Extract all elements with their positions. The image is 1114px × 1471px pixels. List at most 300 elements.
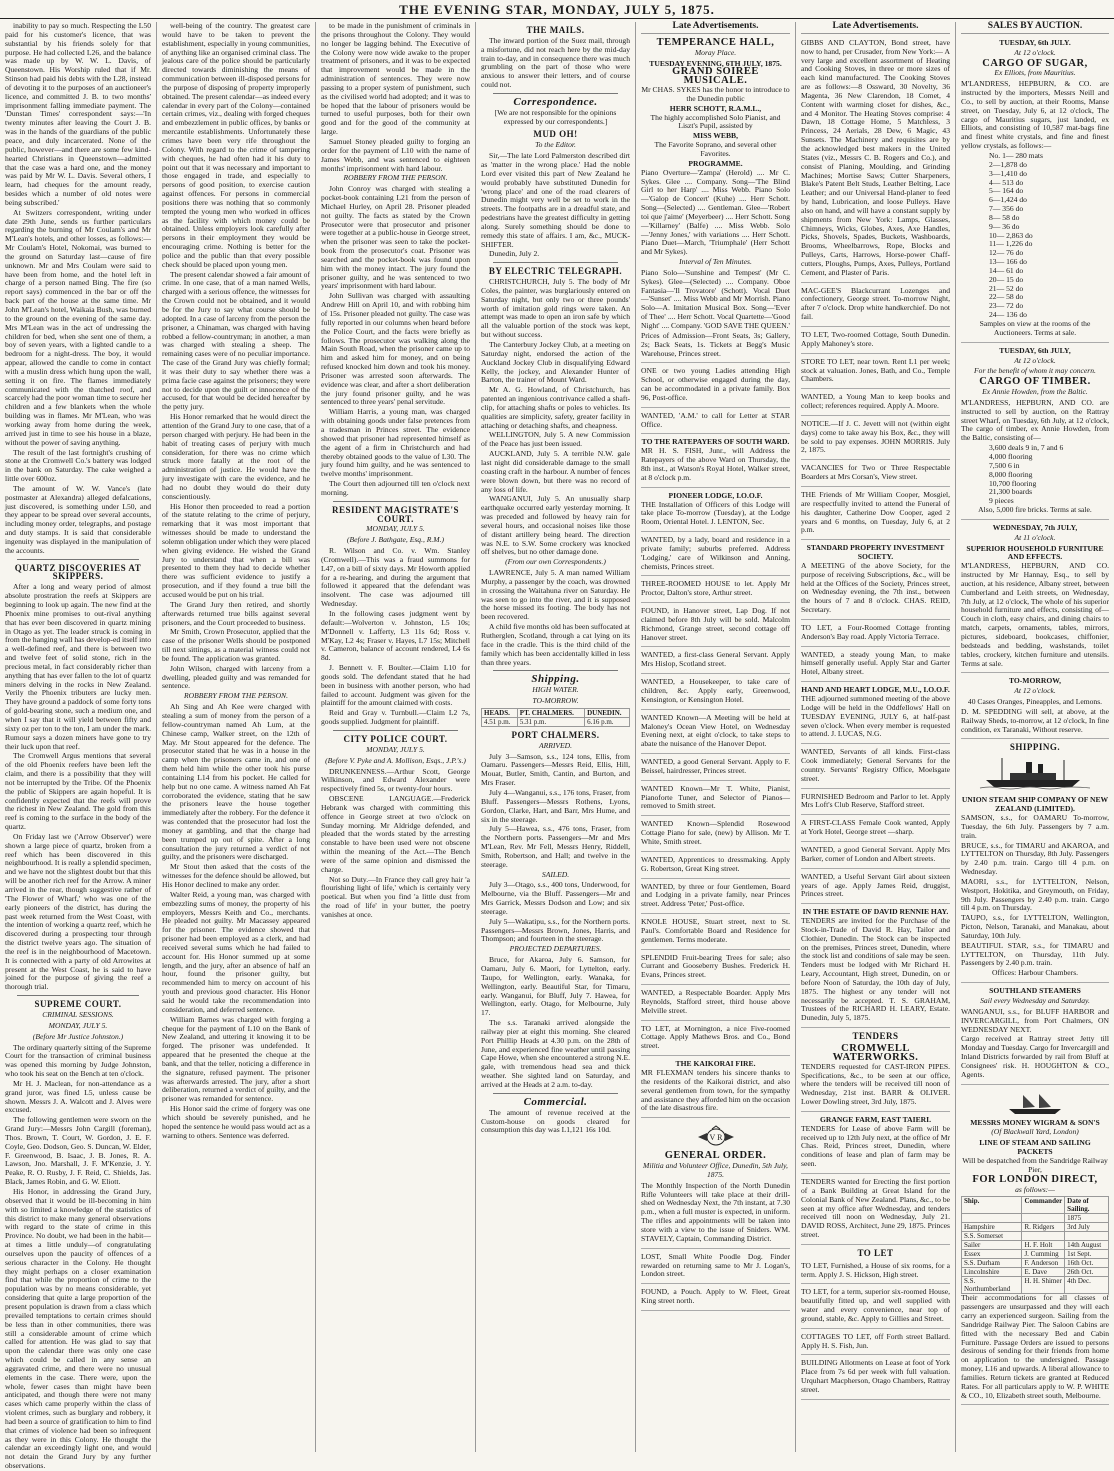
table-cell <box>1022 1232 1065 1241</box>
divider <box>493 262 618 263</box>
divider <box>17 995 139 996</box>
ad-heading: TEMPERANCE HALL, <box>656 36 775 48</box>
ad-text: THE adjourned summoned meeting of the above Lodge will be held in the Oddfellows' Hall on TUESDAY EVENING, JULY 6, at half-past seven o'clock. When every member is requested to attend. J. LUCAS, N.G. <box>801 694 950 739</box>
article-paragraph: Sir,—The late Lord Palmerston described dirt as 'matter in the wrong place.' Had the noble Lord ever visited this part of New Zealand he would probably have substituted Dunedin for 'wrong place' and one of the road clearers of Dunedin might very well be set to work in the streets. The footpaths are in a dreadful state, and pedestrians have the greatest difficulty in getting along. Surely something should be done to remedy this state of affairs. I am, &c., MUCK-SHIFTER. <box>481 151 630 249</box>
shipping-subheading: as follows:— <box>1015 1184 1055 1194</box>
column-heading: SALES BY AUCTION. <box>961 22 1109 34</box>
ad-text: THREE-ROOMED HOUSE to let. Apply Mr Proctor, Dalton's store, Arthur street. <box>641 579 790 598</box>
ad-text: COTTAGES TO LET, off Forth street Ballard. Apply H. S. Fish, Jun. <box>801 1331 950 1350</box>
table-header: HEADS. <box>482 708 518 717</box>
lot-item: 10— 2,863 do <box>989 230 1033 240</box>
subheading: (From our own Correspondents.) <box>505 557 606 567</box>
ad-programme-heading: PROGRAMME. <box>688 158 743 168</box>
ad-text: The Favorite Soprano, and several other Favorites. <box>654 140 777 158</box>
article-paragraph: to be made in the punishment of criminals in the prisons throughout the Colony. They would no longer be lagging behind. The Executive of the Colony were now wide awake to the proper treatment of prisoners, and it was to be expected that improvement would be made in the administration of sentences. They were now passing to a proper system of punishment, such as the civilised world had adopted; and it was to be hoped that the labour of prisoners would be turned to useful purposes, both for their own good and for the good of the community at large. <box>321 21 470 137</box>
article-paragraph: Mr Smith, Crown Prosecutor, applied that the case of the prisoner Wells should be postponed till next sittings, as a material witness could not be found. The application was granted. <box>162 627 310 663</box>
lot-item: 8,000 flooring <box>989 469 1033 479</box>
shipping-text: Cargo received at Rattray street Jetty till Monday and Tuesday. Cargo for Invercargill and Inland Districts forwarded by rail from Bluff at Consignees' risk. H. HOUGHTON & CO., Agents. <box>961 1034 1109 1079</box>
ad-text: LOST, Small White Poodle Dog. Finder rewarded on returning same to Mr J. Logan's, London street. <box>641 1251 790 1279</box>
shipping-subheading: Sail every Wednesday and Saturday. <box>980 996 1090 1005</box>
ad-text: THE Friends of Mr William Cooper, Mosgiel, are respectfully invited to attend the Funeral of his daughter, Catherine Dow Cooper, aged 2 years and 6 months, on Tuesday, July 6, at 2 p.m. <box>801 489 950 535</box>
auction-notice <box>961 522 1109 674</box>
article-paragraph: The result of the last fortnight's crushing of stone at the Cromwell Co.'s battery was lodged in the bank on Saturday. The cake weighed a little over 600oz. <box>5 447 151 484</box>
sailing-ship-icon <box>1005 1093 1065 1115</box>
ad-text: MAC-GEE'S Blackcurrant Lozenges and confectionery, George street. To-morrow Night, after 7 o'clock. Drop white handkerchief. Do not fail. <box>801 285 950 322</box>
shipping-notice <box>961 985 1109 1084</box>
section-heading: TO LET <box>857 1247 894 1258</box>
auction-time: At 11 o'clock. <box>1014 532 1056 542</box>
article-paragraph: In the following cases judgment went by default:—Wolverton v. Johnston, L5 10s; M'Donnell v. Lafferty, L3 11s 6d; Ross v. M'Kay, L2 4s; Fraser v. Hayes, L7 15s; Mitchell v. Cameron, balance of account rendered, L4 6s 8d. <box>321 609 470 663</box>
article-paragraph: July 3—Samson, s.s., 124 tons, Ellis, from Oamaru. Passengers—Messrs Reid, Ellis, Hill, Mouat, Butler, Smith, Cantin, and Burton, and Mrs Fraser. <box>481 751 630 788</box>
column-4 <box>476 22 636 1452</box>
section-heading: SUPREME COURT. <box>34 999 122 1010</box>
article-paragraph: John Wilson, charged with larceny from a dwelling, pleaded guilty and was remanded for sentence. <box>162 663 310 691</box>
auction-heading: CARGO OF SUGAR, <box>982 57 1088 69</box>
section-heading: Correspondence. <box>513 95 598 108</box>
table-row <box>962 1232 1109 1241</box>
subheading: HIGH WATER. <box>532 685 579 695</box>
advertisement <box>801 285 950 327</box>
lot-list <box>961 444 1109 506</box>
auction-text: 40 Cases Oranges, Pineapples, and Lemons. <box>967 697 1103 707</box>
ad-text: THE Installation of Officers of this Lodge will take place To-morrow (Tuesday), at the Lodge Room, Oriental Hotel. J. LENTON, Sec. <box>641 499 790 527</box>
ad-heading: STANDARD PROPERTY INVESTMENT SOCIETY. <box>806 543 945 562</box>
ad-text: WANTED, 'A.M.' to call for Letter at STAR Office. <box>641 410 790 429</box>
auction-time: At 12 o'clock. <box>1014 686 1056 696</box>
advertisement <box>801 791 950 816</box>
ad-text: FOUND, in Hanover street, Lap Dog. If not claimed before 8th July will be sold. Malcolm Richmond, Grange street, second cottage off Hanover street. <box>641 606 790 642</box>
table-cell: H. H. Shimer <box>1022 1277 1065 1294</box>
lot-item: 20— 15 do <box>989 274 1024 284</box>
article-paragraph: John Conroy was charged with stealing a pocket-book containing L21 from the person of Michael Hurley, on April 28. Prisoner pleaded not guilty. The facts as stated by the Crown Prosecutor were that prosecutor and prisoner were together at a public-house in George street, when the prisoner was seen to take the pocket-book from the prosecutor's coat. Prisoner was searched and the pocket-book was found upon him with the money intact. The jury found the prisoner guilty, and he was sentenced to two years' imprisonment with hard labour. <box>321 184 470 291</box>
advertisement <box>641 365 790 407</box>
ad-text: TO LET, a Four-Roomed Cottage fronting Anderson's Bay road. Apply Victoria Terrace. <box>801 622 950 641</box>
ad-text: STORE TO LET, near town. Rent L1 per week; stock at valuation. Jones, Bath, and Co., Temple Chambers. <box>801 356 950 384</box>
advertisement <box>641 534 790 576</box>
table-cell: H. F. Holt <box>1022 1241 1065 1250</box>
table-row <box>962 1268 1109 1277</box>
ad-performer: HERR SCHOTT, R.A.M.L., <box>669 103 762 113</box>
lot-item: 7,500 6 in <box>989 460 1020 470</box>
table-row <box>962 1223 1109 1232</box>
ad-text: WANTED, a steady young Man, to make himself generally useful. Apply Star and Garter Hotel, Albany street. <box>801 649 950 677</box>
table-cell <box>962 1214 1022 1223</box>
advertisement <box>641 854 790 879</box>
auction-note: Also, 5,000 fire bricks. Terms at sale. <box>978 505 1092 515</box>
table-cell: 26th Oct. <box>1065 1268 1109 1277</box>
auction-note: Samples on view at the rooms of the Auctioneers. Terms at sale. <box>979 319 1091 337</box>
article-paragraph: Samuel Stoney pleaded guilty to forging an order for the payment of L10 with the name of James Webb, and was sentenced to eighteen months' imprisonment with hard labour. <box>321 136 470 173</box>
lot-item: 14— 61 do <box>989 265 1024 275</box>
advertisement <box>641 490 790 532</box>
table-row <box>482 717 630 726</box>
shipping-notice <box>961 794 1109 983</box>
auction-subheading: Ex Annie Howden, from the Baltic. <box>982 387 1088 397</box>
lot-item: 3,600 deals 9 in, 7 and 6 <box>989 443 1064 453</box>
ad-text: Prices of Admission—Front Seats, 3s; Gallery, 2s; Back Seats, 1s. Tickets at Begg's Music Warehouse, Princes street. <box>641 330 790 358</box>
article-paragraph: WELLINGTON, July 5. A new Commission of the Peace has just been issued. <box>481 430 630 449</box>
ad-text: TENDERS for Lease of above Farm will be received up to 12th July next, at the office of Mr Chas. Reid, Princes street, Dunedin, where conditions of lease and plan of farm may be seen. <box>801 1123 950 1169</box>
section-heading: THE MAILS. <box>526 25 585 35</box>
advertisement <box>641 410 790 435</box>
article-paragraph: Walter Reid, a young man, was charged with embezzling sums of money, the property of his employers, Messrs Keith and Co., merchants. He pleaded not guilty. Mr Macassey appeared for the prisoner. The evidence showed that prisoner had been employed as a clerk, and had received several sums which he had failed to account for. His Honor summed up at some length, and the jury, after an absence of half an hour, found the prisoner guilty, but recommended him to mercy on account of his youth and previous good character. His Honor said he would take the recommendation into consideration, and deferred sentence. <box>162 889 310 1014</box>
ad-text: The Monthly Inspection of the North Dunedin Rifle Volunteers will take place at their drill-shed on Wednesday Next, the 7th instant, at 7.30 p.m., when a full muster is expected, in uniform. The rifles and appointments will be taken into store with a view to the issue of Sniders. WM. STAVELY, Captain, Commanding District. <box>641 1180 790 1243</box>
table-header: DUNEDIN. <box>585 708 630 717</box>
ad-text: WANTED Known—A Meeting will be held at Maloney's Ocean View Hotel, on Wednesday Evening next, at eight o'clock, to take steps to abate the nuisance of the Hanover Depot. <box>641 712 790 749</box>
table-row <box>962 1259 1109 1268</box>
table-header: Commander <box>1022 1197 1065 1214</box>
ad-text: MR FLEXMAN tenders his sincere thanks to the residents of the Kaikorai district, and also several gentlemen from town, for the sympathy and assistance they afforded him on the occasion of the late disastrous fire. <box>641 1068 790 1113</box>
auction-heading: CARGO OF TIMBER. <box>979 376 1091 388</box>
lot-item: 6—1,424 do <box>989 195 1027 205</box>
lot-item: 3—1,410 do <box>989 168 1027 178</box>
divider <box>333 730 458 731</box>
article-paragraph: A child five months old has been suffocated at Rutherglen, Scotland, through a cat lying on its face in the cradle. This is the third child of the family which has been accidentally killed in less than three years. <box>481 622 630 667</box>
auction-notice <box>961 675 1109 739</box>
advertisement <box>801 844 950 869</box>
advertisement <box>641 881 790 915</box>
article-paragraph: On Friday last we ('Arrow Observer') were shown a large piece of quartz, broken from a reef which has been discovered in this neighbourhood. It is really a splendid specimen, and we have not the slightest doubt but that this will be another rich reef for the Arrow. A miner arrived in the rear, though suggestive rather of 'The Flower of Wharf,' who was one of the early pioneers of the district, has during the past week returned from the West Coast, with the intention of working a quartz reef, which he discovered during a prospecting tour through the district twelve years ago. The situation of the reef is in the neighbourhood of Macetown. It is connected with a party of old Arrowites at present at the West Coast, he is said to have joined for the purpose of giving the reef a thorough trial. <box>5 831 151 992</box>
table-cell: F. Anderson <box>1022 1259 1065 1268</box>
table-header-row <box>962 1197 1109 1214</box>
ad-text: TO LET, at Mornington, a nice Five-roomed Cottage. Apply Mathews Bros. and Co., Bond street. <box>641 1023 790 1051</box>
shipping-heading: UNION STEAM SHIP COMPANY OF NEW ZEALAND (LIMITED). <box>961 795 1109 814</box>
advertisement <box>641 1023 790 1057</box>
ad-text: A MEETING of the above Society, for the purpose of receiving Subscriptions, &c., will be held at the Offices of the Society, Princes street, on Wednesday evening, the 7th inst., between the hours of 7 and 8 o'clock. CHAS. REID, Secretary. <box>801 560 950 615</box>
lot-item: 24— 136 do <box>989 310 1027 320</box>
article-paragraph: The ordinary quarterly sitting of the Supreme Court for the transaction of criminal business was opened this morning by Judge Johnston, who took his seat on the Bench at ten o'clock. <box>5 1042 151 1079</box>
table-cell: 1st Sept. <box>1065 1250 1109 1259</box>
lot-item: 4,000 flooring <box>989 451 1033 461</box>
table-cell: J. Cumming <box>1022 1250 1065 1259</box>
advertisement <box>641 818 790 852</box>
article-paragraph: Dunedin, July 2. <box>489 249 540 259</box>
shipping-destination: FOR LONDON DIRECT, <box>972 1173 1098 1185</box>
ad-title: GRAND SOIREE MUSICALE. <box>672 66 759 87</box>
article-paragraph: well-being of the country. The greatest care would have to be taken to prevent the establishment, especially in young communities, of anything like an organised criminal class. The jealous care of the police should be particularly directed towards diminishing the means of communication between ill-disposed persons for the purpose of disposing of property improperly obtained. The present calendar—as indeed every calendar in every part of the Colony—contained certain crimes, viz., dealing with forged cheques and embezzlement in public offices, by banks or mercantile establishments. Unfortunately these crimes have been very rife throughout the Colony. With regard to the crime of tampering with cheques, he had often had it his duty to point out that it was necessary and important to those engaged in trade, and especially to persons of good position, to exercise caution against offences. For persons in commercial positions there was nothing that so commonly tempted the young men who worked in offices as the facility with which money could be obtained. Unless employers look carefully after persons in their employment they would be encouraging crime. Nothing is better for the police and the public than that every possible check should be placed upon young men. <box>162 21 310 269</box>
table-cell <box>1022 1214 1065 1223</box>
table-cell: E. Dave <box>1022 1268 1065 1277</box>
advertisement <box>801 746 950 788</box>
auction-subheading: For the benefit of whom it may concern. <box>974 366 1096 376</box>
auction-time: At 12 o'clock. <box>1014 47 1056 57</box>
advertisement <box>801 1176 950 1245</box>
lot-item: 9— 36 do <box>989 221 1020 231</box>
subheading: CRIMINAL SESSIONS. <box>42 1009 114 1019</box>
shipping-subheading: (Of Blackwall Yard, London) <box>991 1127 1079 1137</box>
column-7 <box>956 22 1114 1452</box>
column-heading: Late Advertisements. <box>641 22 790 34</box>
advertisement <box>641 1058 790 1118</box>
article-paragraph: His Honor remarked that he would direct the attention of the Grand Jury to one case, that of a person charged with perjury. He had been in the habit of treating cases of perjury with much consideration, for there was no crime which struck more fatally at the root of the administration of justice. He would have the jury investigate with care the evidence, and he had no doubt they would do their duty conscientiously. <box>162 412 310 501</box>
ad-subheading: Moray Place. <box>694 47 737 57</box>
article-paragraph: LAWRENCE, July 5. A man named William Murphy, a passenger by the coach, was drowned in crossing the Waitahuna river on Saturday. He was seen to go into the river, and it is supposed the horse missed its footing. The body has not been recovered. <box>481 568 630 622</box>
advertisement <box>801 622 950 647</box>
ad-date: TUESDAY EVENING, 6TH JULY, 1875. <box>649 58 782 68</box>
lot-item: 5— 164 do <box>989 186 1024 196</box>
table-row <box>962 1241 1109 1250</box>
editorial-note: [We are not responsible for the opinions expressed by our correspondents.] <box>494 107 617 126</box>
lot-item: 7— 356 do <box>989 204 1024 214</box>
steamship-icon <box>980 756 1090 790</box>
ad-text: BUILDING Allotments on Lease at foot of York Place from 7s 6d per week with full valuation. Urquhart Macpherson, Otago Chambers, Rattray street. <box>801 1358 950 1394</box>
advertisement <box>641 987 790 1021</box>
article-paragraph: Ah Sing and Ah Kee were charged with stealing a sum of money from the person of a fellow-countryman named Ah Lum, at the Chinese camp, Walker street, on the 12th of May. Mr Stout appeared for the defence. The prosecutor stated that he was in a house in the camp when the prisoners came in, and one of them held him while the other took his purse containing L14 from his pocket. He called for help but no one came. A witness named Ah Fat corroborated the evidence, stating that he saw the prisoners leave the house together immediately after the robbery. For the defence it was contended that the prosecutor had lost the money at gambling, and that the charge had been trumped up out of spite. After a long consultation the jury returned a verdict of not guilty, and the prisoners were discharged. <box>162 702 310 862</box>
article-paragraph: The present calendar showed a fair amount of crime. In one case, that of a man named Wells, charged with a serious offence, the witnesses for the Crown could not be obtained, and it would be for the Jury to say what course should be adopted. In a case of larceny from the person the prisoner, a Chinaman, was charged with having robbed a fellow-countryman; in another, a man was charged with stealing a sheep. The remaining cases were of no peculiar importance. The case of the Grand Jury was chiefly formal; it was their duty to say whether there was a prima facie case against the prisoners; they were not to decide upon the guilt or innocence of the accused, for that would be decided hereafter by the petty jury. <box>162 269 311 412</box>
ad-text: WANTED Known—Mr T. White, Pianist, Pianoforte Tuner, and Selector of Pianos—removed to Smith street. <box>641 783 790 811</box>
subheading: MONDAY, JULY 5. <box>48 1020 108 1030</box>
subheading: SAILED. <box>541 869 570 879</box>
svg-text:V R: V R <box>709 1133 722 1143</box>
shipping-notice <box>961 1087 1109 1406</box>
article-paragraph: The s.s. Taranaki arrived alongside the railway pier at eight this morning. She cleared Port Phillip Heads at 4.30 p.m. on the 28th of June, and experienced fine weather until passing Cape Howe, when she encountered a strong N.E. gale, with tremendous head sea and thick weather. She sighted land on Saturday, and arrived at the Heads at 2 a.m. to-day. <box>481 1018 630 1089</box>
section-heading: BY ELECTRIC TELEGRAPH. <box>488 266 623 277</box>
ad-heading: IN THE ESTATE OF DAVID RENNIE HAY. <box>802 907 949 917</box>
table-cell: Lincolnshire <box>962 1268 1022 1277</box>
auction-date: TUESDAY, 6th JULY, <box>999 345 1071 355</box>
ad-text: MR H. S. FISH, Junr., will Address the Ratepayers of the above Ward on Thursday, the 8th inst., at Watson's Royal Hotel, Walker street, at 8 o'clock p.m. <box>641 446 790 482</box>
article-paragraph: Reid and Gray v. Turnbull.—Claim L2 7s, goods supplied. Judgment for plaintiff. <box>321 708 470 727</box>
article-paragraph: After a long and weary period of almost absolute prostration the reefs at Skippers are beginning to look up again. The new find at the Phoenix mine promises to out-rival anything that has ever been discovered in quartz mining in Otago as yet. The leader struck is coming in from the hanging wall has develop-ed itself into a well-defined reef, and there is between two and twelve feet of solid stone, rich in the precious metal, in fact considerably richer than anything that has ever fallen to the lot of quartz miners delving in the rocks in New Zealand. Verily the Phoenix tributers are lucky men. They have ground a paddock of some forty tons of gold-bearing stone, such a medium one, and when I say that it will yield between fifty and sixty oz per ton to the ton, I am under the mark. Rumour says a dozen miners have gone to try their luck upon that reef. <box>5 582 151 751</box>
subheading: TO-MORROW. <box>532 696 579 706</box>
advertisement <box>801 1114 950 1174</box>
ad-text: TO LET, for a term, superior six-roomed House, beautifully fitted up, and well supplied with water and every convenience, near top of ground, stable, &c. Apply to Gillies and Street. <box>801 1287 950 1323</box>
advertisement <box>801 418 950 460</box>
ad-heading: HAND AND HEART LODGE, M.U., I.O.O.F. <box>801 685 950 695</box>
advertisement <box>801 649 950 683</box>
article-paragraph: The amount of revenue received at the Custom-house on goods cleared for consumption this day was L1,121 16s 10d. <box>481 1107 630 1135</box>
lot-item: 4— 513 do <box>989 177 1024 187</box>
ad-text: NOTICE.—If J. C. Jevett will not (within eight days) come to take away his Box, &c., they will be sold to pay expenses. JOHN MORRIS. July 2, 1875. <box>801 418 950 455</box>
ad-text: A FIRST-CLASS Female Cook wanted, Apply at York Hotel, George street —sharp. <box>801 818 950 837</box>
lot-item: 21— 52 do <box>989 283 1024 293</box>
shipping-office: Offices: Harbour Chambers. <box>991 968 1079 978</box>
high-water-table <box>481 708 630 727</box>
ad-text: WANTED, by a lady, board and residence in a private family; suburbs preferred. Address 'Lodging,' care of Wilkinson and Anning, chemists, Princes street. <box>641 535 790 571</box>
divider <box>493 1093 618 1094</box>
subheading: MONDAY, JULY 5. <box>366 744 425 754</box>
table-cell: Hampshire <box>962 1223 1022 1232</box>
subheading: MONDAY, JULY 5. <box>366 524 425 534</box>
shipping-text: TAUPO, s.s., for LYTTELTON, Wellington, Picton, Nelson, Taranaki, and Manakau, about Saturday, 10th July. <box>961 913 1109 940</box>
auction-heading: SUPERIOR HOUSEHOLD FURNITURE AND EFFECTS. <box>966 543 1104 562</box>
auction-date: TUESDAY, 6th JULY. <box>999 37 1071 47</box>
shipping-line: LINE OF STEAM AND SAILING PACKETS <box>979 1138 1091 1157</box>
lot-item: 21,300 boards <box>989 487 1033 497</box>
advertisement <box>801 1331 950 1356</box>
article-paragraph: His Honor, in addressing the Grand Jury, observed that it would be ill-becoming in him with so limited a knowledge of the statistics of this district to make many general observations with regard to the state of crime in this Province. No doubt, we had been in the habit—at times a little unduly—of congratulating ourselves upon the paucity of offences of a serious character in the Colony. He thought they might perhaps on a closer examination find that while the proportion of crime to the population was by no means considerable, yet considering that quite a large proportion of the present population is drawn from a class which prevailed temptations to certain crimes should be less than in other communities, there was still a considerable amount of crime which called for attention. He was glad to say that upon the calendar there was only one case which could be called in any sense an aggravated crime, and there were no unusual elements in the case. There were, upon the whole, fewer cases than might have been anticipated, and though there were not many cases which came properly within the class of violent crimes, such as burglary and robbery, it had been a source of gratification to him to find that crimes of violence had been so infrequent as they were in this Colony. He thought the calendar an exceedingly light one, and would not detain the Grand Jury by any further observations. <box>5 1187 151 1471</box>
ad-heading: TO THE RATEPAYERS OF SOUTH WARD. <box>641 437 790 447</box>
column-3 <box>316 22 476 1452</box>
ad-heading: PIONEER LODGE, I.O.O.F. <box>668 490 763 500</box>
ad-text: TENDERS are invited for the Purchase of the Stock-in-Trade of David R. Hay, Tailor and Clothier, Dunedin. The Stock can be inspected on the premises, Princes street, Dunedin, where the stock list and conditions of sale may be seen. Tenders must be lodged with Mr Richard H. Leary, Accountant, High street, Dunedin, on or before Noon of Saturday, the 10th day of July, 1875. The highest or any tender will not necessarily be accepted. T. S. GRAHAM, Trustees of the RICHARD H. LEARY, Estate. Dunedin, July 5, 1875. <box>801 916 950 1023</box>
table-header: Ship. <box>962 1197 1022 1214</box>
subheading: (Before J. Bathgate, Esq., R.M.) <box>346 535 445 545</box>
ad-text: GIBBS AND CLAYTON, Bond street, have now to hand, per Crusader, from New York:— A very large and excellent assortment of Heating and Cooking Stoves, in three or more sizes of each kind manufactured. The Cooking Stoves are as follows:—8 Ossward, 30 Novelty, 36 Magenta, 36 New Clarendon, 18 Comet, 4 Content with warming closet for dishes, &c., and 4 Monitor. The Heating Stoves comprise: 4 Dawn, 18 Cottage Home, 5 Matchless, 3 Princess, 24 Aerials, 28 Dew, 6 Magic, 43 Sunsets. The Machinery and requisites are by the acknowledged best makers in the United States (viz., Messrs C. B. Rogers and Co.), and consist of Planing, Moulding, and Grinding Machines; Mortise Saws; Cutter Sharpeners, Blake's Patent Belt Studs, Leather Belting, Lace Leather; and our Universal Hand-planer to feed by hand, Lubrication, and loose Pulleys. Have also on hand, and will have a constant supply by shipments from New York: Lamps, Glasses, Chimneys, Wicks, Globes, Axes, Axe Handles, Picks, Shovels, Spades, Buckets, Washboards, Brooms, Wheelbarrows, Rope, Blocks and Pulleys, Carts, Harrows, Horse-power Chaff-cutters, Ploughs, Pumps, Axes, Pulleys, Portland Cement, and Plaster of Paris. <box>801 37 950 277</box>
advertisement <box>641 1286 790 1311</box>
auction-text: D. M. SPEDDING will sell, at above, at the Railway Sheds, to-morrow, at 12 o'clock, In fine condition, ex Taranaki, Without reserve. <box>961 706 1109 734</box>
section-heading: QUARTZ DISCOVERIES AT SKIPPERS. <box>14 562 142 582</box>
shipping-heading: MESSRS MONEY WIGRAM & SON'S <box>970 1117 1100 1127</box>
table-cell <box>1065 1232 1109 1241</box>
advertisement <box>641 952 790 986</box>
lot-item: 9 pieces <box>989 496 1014 506</box>
advertisement <box>641 1120 790 1248</box>
ad-text: WANTED, a good General Servant. Apply Mrs Barker, corner of London and Albert streets. <box>801 844 950 863</box>
advertisement <box>641 916 790 950</box>
ad-text: VACANCIES for Two or Three Respectable Boarders at Mrs Corsan's, View street. <box>801 463 950 482</box>
subheading: PROJECTED DEPARTURES. <box>509 944 602 954</box>
ad-text: WANTED, a Useful Servant Girl about sixteen years of age. Apply James Reid, druggist, Princes street. <box>801 871 950 899</box>
section-heading: CITY POLICE COURT. <box>343 733 448 744</box>
advertisement <box>801 1043 950 1112</box>
advertisement <box>801 817 950 842</box>
article-paragraph: The following gentlemen were sworn on the Grand Jury:—Messrs John Cargill (foreman), Thos. Brown, T. Court, W. Gordon, J. E. F. Coyle, Geo. Dodson, Geo. S. Duncan, W. Elder, F. Greenwood, B. Isaac, J. B. Jones, R. A. Lawson, Jno. Marshall, J. F. M'Kenzie, J. Y. Peake, R. O. Rusby, J. F. Reid, C. Shields, Jas. Black, James Robin, and G. W. Eliott. <box>5 1115 151 1187</box>
advertisement <box>641 712 790 754</box>
article-paragraph: Mr A. G. Howland, of Christchurch, has patented an ingenious contrivance called a shaft-clip, for attaching shafts or poles to vehicles. Its qualities are simplicity, safety, greater facility in attaching or detaching shafts, and cheapness. <box>481 385 630 430</box>
lot-item: 23— 72 do <box>989 301 1024 311</box>
article-paragraph: Mr H. J. Maclean, for non-attendance as a grand juror, was fined L5, unless cause be shown. Messrs J. A. Walcott and J. Alves were excused. <box>5 1078 151 1115</box>
article-paragraph: AUCKLAND, July 5. A terrible N.W. gale last night did considerable damage to the small coasting craft in the harbour. A number of fences were blown down, but there was no record of any loss of life. <box>481 449 630 494</box>
article-paragraph: R. Wilson and Co. v. Wm. Stanley (Cromwell).—This was a fraud summons for L47, on a bill of sixty days. Mr Howorth applied for a re-hearing, and during the argument that followed it appeared that the defendant was insolvent. The case was adjourned till Wednesday. <box>321 546 470 609</box>
table-row <box>962 1214 1109 1223</box>
auction-date: WEDNESDAY, 7th JULY, <box>992 522 1078 532</box>
table-cell: 4th Dec. <box>1065 1277 1109 1294</box>
article-paragraph: The Court then adjourned till ten o'clock next morning. <box>321 479 470 497</box>
table-header: PT. CHALMERS. <box>517 708 584 717</box>
auction-subheading: Ex Elliots, from Mauritius. <box>994 68 1076 78</box>
section-heading: PORT CHALMERS. <box>511 729 600 740</box>
advertisement <box>801 1260 950 1285</box>
advertisement <box>801 37 950 283</box>
shipping-text: MAORI, s.s., for LYTTELTON, Nelson, Westport, Hokitika, and Greymouth, on Friday, 9th July. Passengers by 2.40 p.m. train. Cargo till 4 p.m. on Thursday. <box>961 876 1109 913</box>
advertisement <box>801 462 950 487</box>
advertisement <box>641 676 790 710</box>
article-paragraph: William Harris, a young man, was charged with obtaining goods under false pretences from a tradesman in Princes street. The evidence showed that prisoner had represented himself as the agent of a firm in Christchurch and had thereby obtained goods to the value of L30. The jury found him guilty, and he was sentenced to twelve months' imprisonment. <box>321 407 470 479</box>
subheading: ROBBERY FROM THE PERSON. <box>343 173 448 183</box>
article-paragraph: The Cromwell Argus mentions that several of the old Phoenix reefers have been left the claim, and there is a possibility that they will not be interrupted by the Tribe. Of the Phoenix the public of Skippers are again hopeful. It is confidently expected that the reefs will prove the richest in New Zealand. The gold from this reef is coming to the surface in the body of the quartz. <box>5 751 151 832</box>
ad-text: WANTED, a first-class General Servant. Apply Mrs Hislop, Scotland street. <box>641 650 790 669</box>
ad-subheading: Militia and Volunteer Office, Dunedin, 5th July, 1875. <box>643 1161 788 1179</box>
column-6 <box>796 22 956 1452</box>
article-paragraph: July 5—Hawea, s.s., 476 tons, Fraser, from the Northern ports. Passengers—Mr and Mrs M'Lean, Rev. Mr Fell, Messrs Henry, Riddell, Smith, Robertson, and Hall; and twelve in the steerage. <box>481 824 630 869</box>
ad-text: FURNISHED Bedroom and Parlor to let. Apply Mrs Loft's Club Reserve, Stafford street. <box>801 791 950 810</box>
auction-date: TO-MORROW, <box>1008 676 1062 686</box>
ad-heading: THE KAIKORAI FIRE. <box>675 1059 756 1069</box>
column-5 <box>636 22 796 1452</box>
article-paragraph: The inward portion of the Suez mail, through a misfortune, did not reach here by the mid-day train to-day, and in consequence there was much grumbling on the part of those who were anxious to answer their letters, and of course could not. <box>481 35 630 90</box>
divider <box>17 559 139 560</box>
article-paragraph: July 3—Otago, s.s., 400 tons, Underwood, for Melbourne, via the Bluff. Passengers—Mr and Mrs Garrick, Messrs Dodson and Low; and six steerage. <box>481 880 630 916</box>
advertisement <box>641 578 790 603</box>
advertisement <box>801 391 950 416</box>
column-2 <box>157 22 316 1452</box>
section-heading: Commercial. <box>523 1095 588 1108</box>
subheading: (Before V. Pyke and A. Mollison, Esqs., J.P.'s.) <box>325 755 466 765</box>
auction-text: M'LANDRESS, HEPBURN, & CO. are instructed by the importers, Messrs Neill and Co., to sell by auction, at their Rooms, Manse street, on Tuesday, July 6, at 12 o'clock, The cargo of Mauritius sugars, just landed, ex Elliots, and consisting of 10,587 mat-bags fine and finest white crystals, and fine and finest yellow crystals, as follows:— <box>961 79 1109 151</box>
lot-list <box>961 152 1109 320</box>
article-paragraph: OBSCENE LANGUAGE.—Frederick Hebrank was charged with committing this offence in George street at two o'clock on Sunday morning. Mr Aldridge defended, and pleaded that the words stated by the arresting constable to have been used were not obscene within the meaning of the Act.—The Bench were of the same opinion and dismissed the charge. <box>321 794 470 874</box>
table-cell: 4.51 p.m. <box>482 717 518 726</box>
sailing-schedule-table <box>961 1196 1109 1294</box>
table-header-row <box>482 708 630 717</box>
advertisement <box>801 1357 950 1399</box>
ad-text: WANTED Known—Splendid Rosewood Cottage Piano for sale, (new) by Allison. Mr T. White, Smith street. <box>641 819 790 846</box>
subheading: To the Editor. <box>535 140 576 150</box>
ad-text: KNOLE HOUSE, Stuart street, next to St. Paul's. Comfortable Board and Residence for gentlemen. Terms moderate. <box>641 917 790 944</box>
advertisement <box>801 329 950 354</box>
table-body <box>962 1214 1109 1294</box>
ad-text: WANTED, by three or four Gentlemen, Board and Lodging in a private family, near Princes street. Address 'Peter,' Post-office. <box>641 881 790 909</box>
royal-crest-icon <box>696 1125 736 1149</box>
article-paragraph: Not so Duty.—In France they call grey hair 'a flourishing light of life,' which is certainly very poetical. But when you find 'a little dust from the road of life' in your butter, the poetry vanishes at once. <box>321 874 470 919</box>
table-cell: 3rd July <box>1065 1223 1109 1232</box>
advertisement <box>801 356 950 390</box>
ad-text: WANTED, a Housekeeper, to take care of children, &c. Apply early, Greenwood, Kensington, or Kensington Hotel. <box>641 677 790 704</box>
shipping-text: BRUCE, s.s., for TIMARU and AKAROA, and LYTTELTON on Thursday, 8th July. Passengers by 2.40 p.m. train. Cargo till 4 p.m. on Wednesday. <box>961 840 1109 877</box>
article-paragraph: William Barnes was charged with forging a cheque for the payment of L10 on the Bank of New Zealand, and uttering it knowing it to be forged. The prisoner was undefended. It appeared that he presented the cheque at the bank, and that the teller, noticing a difference in the signature, refused payment. The prisoner was afterwards arrested. The jury, after a short deliberation, returned a verdict of guilty, and the prisoner was remanded for sentence. <box>162 1014 310 1104</box>
section-heading: Shipping. <box>531 673 580 686</box>
article-paragraph: The Canterbury Jockey Club, at a meeting on Saturday night, endorsed the action of the Auckland Jockey Club in disqualifying Edward Kelly, the jockey, and Alexander Hunter of Barton, the trainer of Mount Ward. <box>481 340 630 385</box>
ad-text: TENDERS wanted for Erecting the first portion of a Bank Building at Great Island for the Colonial Bank of New Zealand. Plans, &c., to be seen at my office after Wednesday, and tenders received till noon on Wednesday, July 21. DAVID ROSS, Architect, June 29, 1875. Princes street. <box>801 1176 950 1240</box>
table-cell: 1875 <box>1065 1214 1109 1223</box>
section-heading: TENDERS <box>852 1031 899 1042</box>
advertisement <box>641 605 790 647</box>
ad-text: Piano Overture—'Zampa' (Herold) .... Mr C. Sykes. Glee .... Company. Song—'The Blind Girl to her Harp' .... Miss Webb. Piano Solo—'Galop de Concert' (Kuhe) .... Herr Schott. Song—(Selected) .... Gentleman. Glee—'Robert toi que j'aime' (Meyerbeer) .... Herr Schott. Song—'Killarney' (Balfe) .... Miss Webb. Solo—'Jenny Jones,' with variations .... Herr Schott. Piano Duet—March, 'Triumphale' (Herr Schott and Mr Sykes). <box>641 167 790 257</box>
shipping-heading: SOUTHLAND STEAMERS <box>989 986 1081 996</box>
table-cell: S.S. Durham <box>962 1259 1022 1268</box>
advertisement <box>641 37 790 364</box>
auction-text: M'LANDRESS, HEPBURN, AND CO. are instructed to sell by auction, on the Rattray street Wharf, on Tuesday, 6th July, at 12 o'clock, The cargo of timber, ex Annie Howden, from the Baltic, consisting of— <box>961 397 1109 443</box>
ad-heading: GRANGE FARM, EAST TAIERI. <box>819 1114 932 1124</box>
table-cell: Essex <box>962 1250 1022 1259</box>
letter-heading: MUD OH! <box>533 129 578 140</box>
article-paragraph: DRUNKENNESS.—Arthur Scott, George Wilkinson, and Edward Alexander were respectively fined 5s, or twenty-four hours. <box>321 766 470 794</box>
table-cell: S.S. Somerset <box>962 1232 1022 1241</box>
divider <box>333 501 458 502</box>
ad-text: WANTED, a Respectable Boarder. Apply Mrs Reynolds, Stafford street, third house above Melville street. <box>641 988 790 1015</box>
ad-text: TO LET, Two-roomed Cottage, South Dunedin. Apply Mahoney's store. <box>801 330 950 348</box>
ad-text: TO LET, Furnished, a House of six rooms, for a term. Apply J. S. Hickson, High street. <box>801 1260 950 1279</box>
shipping-text: WANGANUI, s.s., for BLUFF HARBOR and INVERCARGILL, from Port Chalmers, ON WEDNESDAY NEXT. <box>961 1006 1109 1034</box>
lot-item: 2—1,878 do <box>989 159 1027 169</box>
masthead-title: THE EVENING STAR, MONDAY, JULY 5, 1875. <box>0 2 1114 19</box>
auction-notice <box>961 37 1109 343</box>
ad-text: Piano Solo—'Sunshine and Tempest' (Mr C. Sykes). Glee—(Selected) .... Company. Oboe Fantasia—'Il Trovatore' (Schott). Vocal Duet—'Sunset' .... Miss Webb and Mr Morrish. Piano Solo—A. Imitation Musical Box. Song—'Ever of Thee' .... Herr Schott. Vocal Quartette—'Good Night' .... Company. 'GOD SAVE THE QUEEN.' <box>641 267 790 330</box>
lot-item: 13— 166 do <box>989 257 1027 267</box>
shipping-text: Their accommodations for all classes of passengers are unsurpassed and they will each carry an experienced surgeon. Sailing from the Sandridge Railway Pier. The Saloon Cabins are fitted with the necessary Bed and Cabin Furniture. Passage Orders are issued to persons desirous of sending for their friends from home on application to the undersigned. Passage money, L16 and upwards. A liberal allowance to families. Return tickets are granted at Reduced Rates. For all particulars apply to W. P. WHITE & CO., 10, Elizabeth street south, Melbourne. <box>961 1293 1109 1400</box>
lot-item: 11— 1,226 do <box>989 239 1033 249</box>
ad-text: WANTED, a good General Servant. Apply to F. Beissel, hairdresser, Princes street. <box>641 757 790 775</box>
table-cell: 5.31 p.m. <box>517 717 584 726</box>
article-paragraph: July 4—Wanganui, s.s., 176 tons, Fraser, from Bluff. Passengers—Messrs Rothens, Lyons, Gordon, Clarke, Hart, and Barr, Mrs Hume, and six in the steerage. <box>481 787 630 824</box>
lot-item: 8— 58 do <box>989 212 1020 222</box>
ad-text: WANTED, Apprentices to dressmaking. Apply G. Robertson, Great King street. <box>641 854 790 873</box>
ad-text: FOUND, a Pouch. Apply to W. Fleet, Great King street north. <box>641 1287 790 1306</box>
table-cell: S.S. Northumberland <box>962 1277 1022 1294</box>
article-paragraph: inability to pay so much. Respecting the L50 paid for his customer's licence, that was substantial by his friends solely for that purpose. He had collected L26, and the balance was made up by W. W. L. Davis, of Queenstown. His Worship ruled that if Mr. Stinson had paid his debts with the L28, instead of devoting it to the purposes of an auctioneer's licence, and committed J. B. to two months' imprisonment falling immediate payment. The 'Dunstan Times' correspondent says:—'In twenty minutes after leaving the Court J. B. was in the hands of the guardians of the public peace, and duly incarcerated. None of the public, however—and there are some few kind-hearted Christians in Queenstown—admitted that the case was a hard one, and the money was paid by Mr W. L. Davis. Several others, I learn, had cheques for the amount ready, besides which a number of old notes were being subscribed.' <box>5 21 151 207</box>
table-cell: Sailer <box>962 1241 1022 1250</box>
advertisement <box>801 684 950 744</box>
column-heading: Late Advertisements. <box>801 22 950 34</box>
ad-text: TENDERS requested for CAST-IRON PIPES. Specifications, &c., to be seen at our office, where the tenders will be received till noon of Wednesday, 21st inst. BARR & OLIVER. Lower Dowling street, 3rd July, 1875. <box>801 1061 950 1107</box>
ad-performer: MISS WEBB, <box>692 131 739 141</box>
ad-heading: CROMWELL WATERWORKS. <box>832 1043 919 1063</box>
article-paragraph: John Sullivan was charged with assaulting Andrew Hill on April 10, and with robbing him of 15s. Prisoner pleaded not guilty. The case was fully reported in our columns when heard before the Police Court, and the facts were briefly as follows. The prosecutor was walking along the Main South Road, when the prisoner came up to him and asked him for money, and on being refused knocked him down and took his money. Prisoner was arrested soon afterwards. The evidence was clear, and after a short deliberation the jury found prisoner guilty, and he was sentenced to three years' penal servitude. <box>321 291 470 407</box>
advertisement <box>801 1286 950 1328</box>
article-paragraph: July 5—Wakatipu, s.s., for the Northern ports. Passengers—Messrs Brown, Jones, Harris, and Thompson; and fourteen in the steerage. <box>481 916 630 944</box>
divider <box>493 93 618 94</box>
